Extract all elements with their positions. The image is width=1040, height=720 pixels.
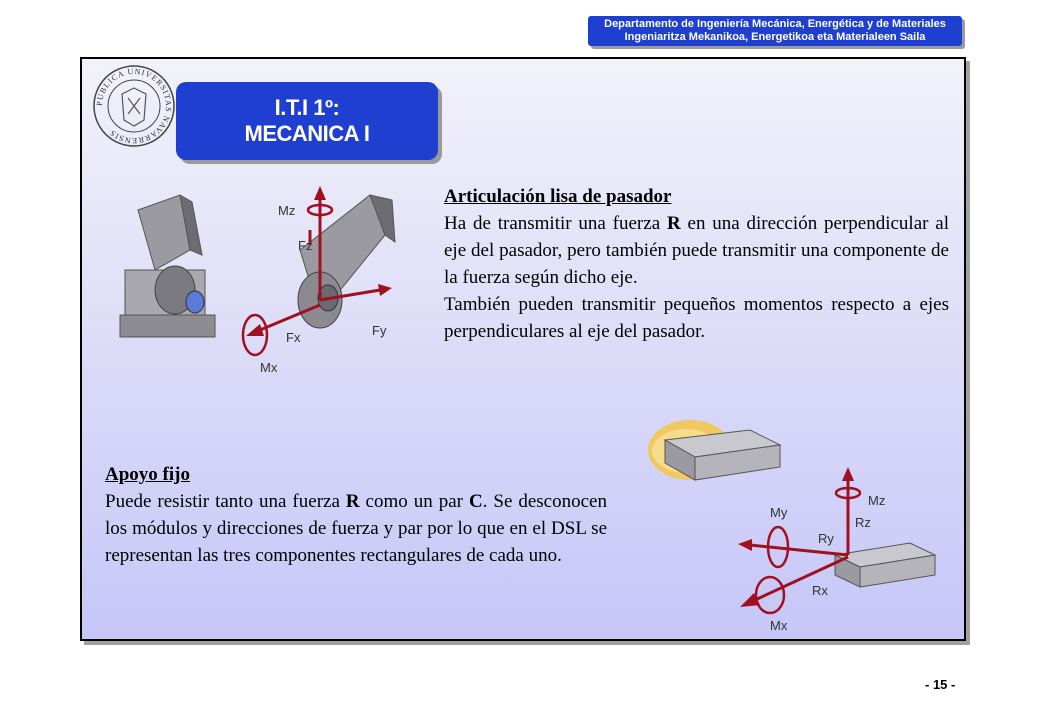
label-my: My [770, 505, 788, 520]
label-fx: Fx [286, 330, 301, 345]
fixed-support-text-e: . Se desconocen los módulos y direcciones de fuerza y par por lo que en el DSL se representan las tres componentes rectangulares de cada uno. [105, 491, 607, 566]
fixed-support-figure [620, 415, 950, 635]
label-mz-2: Mz [868, 493, 886, 508]
seal-text: PUBLICA UNIVERSITAS NAVARRENSIS [94, 66, 174, 146]
course-title-line2: MECANICA I [244, 121, 370, 146]
pin-joint-text-a: Ha de transmitir una fuerza [444, 213, 667, 234]
label-fz: Fz [298, 238, 313, 253]
label-rz: Rz [855, 515, 871, 530]
department-banner [588, 16, 962, 46]
fixed-support-title: Apoyo fijo [105, 464, 190, 485]
pin-joint-figure [110, 180, 410, 380]
fixed-support-description [105, 461, 607, 569]
label-mx: Mx [260, 360, 278, 375]
label-rx: Rx [812, 583, 828, 598]
pin-joint-title: Articulación lisa de pasador [444, 186, 672, 207]
course-title-box [176, 82, 438, 160]
label-mz: Mz [278, 203, 296, 218]
label-fy: Fy [372, 323, 387, 338]
department-name-eu: Ingeniaritza Mekanikoa, Energetikoa eta Materialeen Saila [624, 31, 926, 43]
fixed-support-text-r: R [345, 491, 360, 512]
pin-joint-text-r: R [666, 213, 681, 234]
label-mx-2: Mx [770, 618, 788, 633]
page-number: - 15 - [925, 677, 956, 692]
fixed-support-text-a: Puede resistir tanto una fuerza [105, 491, 346, 512]
pin-joint-text-2: También pueden transmitir pequeños momentos respecto a ejes perpendiculares al eje del pasador. [444, 294, 949, 342]
fixed-support-text-couple: C [468, 491, 483, 512]
fixed-support-text-c: como un par [359, 491, 469, 512]
course-title-line1: I.T.I 1º: [274, 95, 340, 120]
department-name-es: Departamento de Ingeniería Mecánica, Energética y de Materiales [604, 18, 946, 30]
label-ry: Ry [818, 531, 834, 546]
pin-joint-description [444, 183, 949, 345]
pin-joint-text-c: en una dirección perpendicular al eje del pasador, pero también puede transmitir una componente de la fuerza según dicho eje. [444, 213, 949, 288]
university-seal-logo [92, 64, 176, 148]
